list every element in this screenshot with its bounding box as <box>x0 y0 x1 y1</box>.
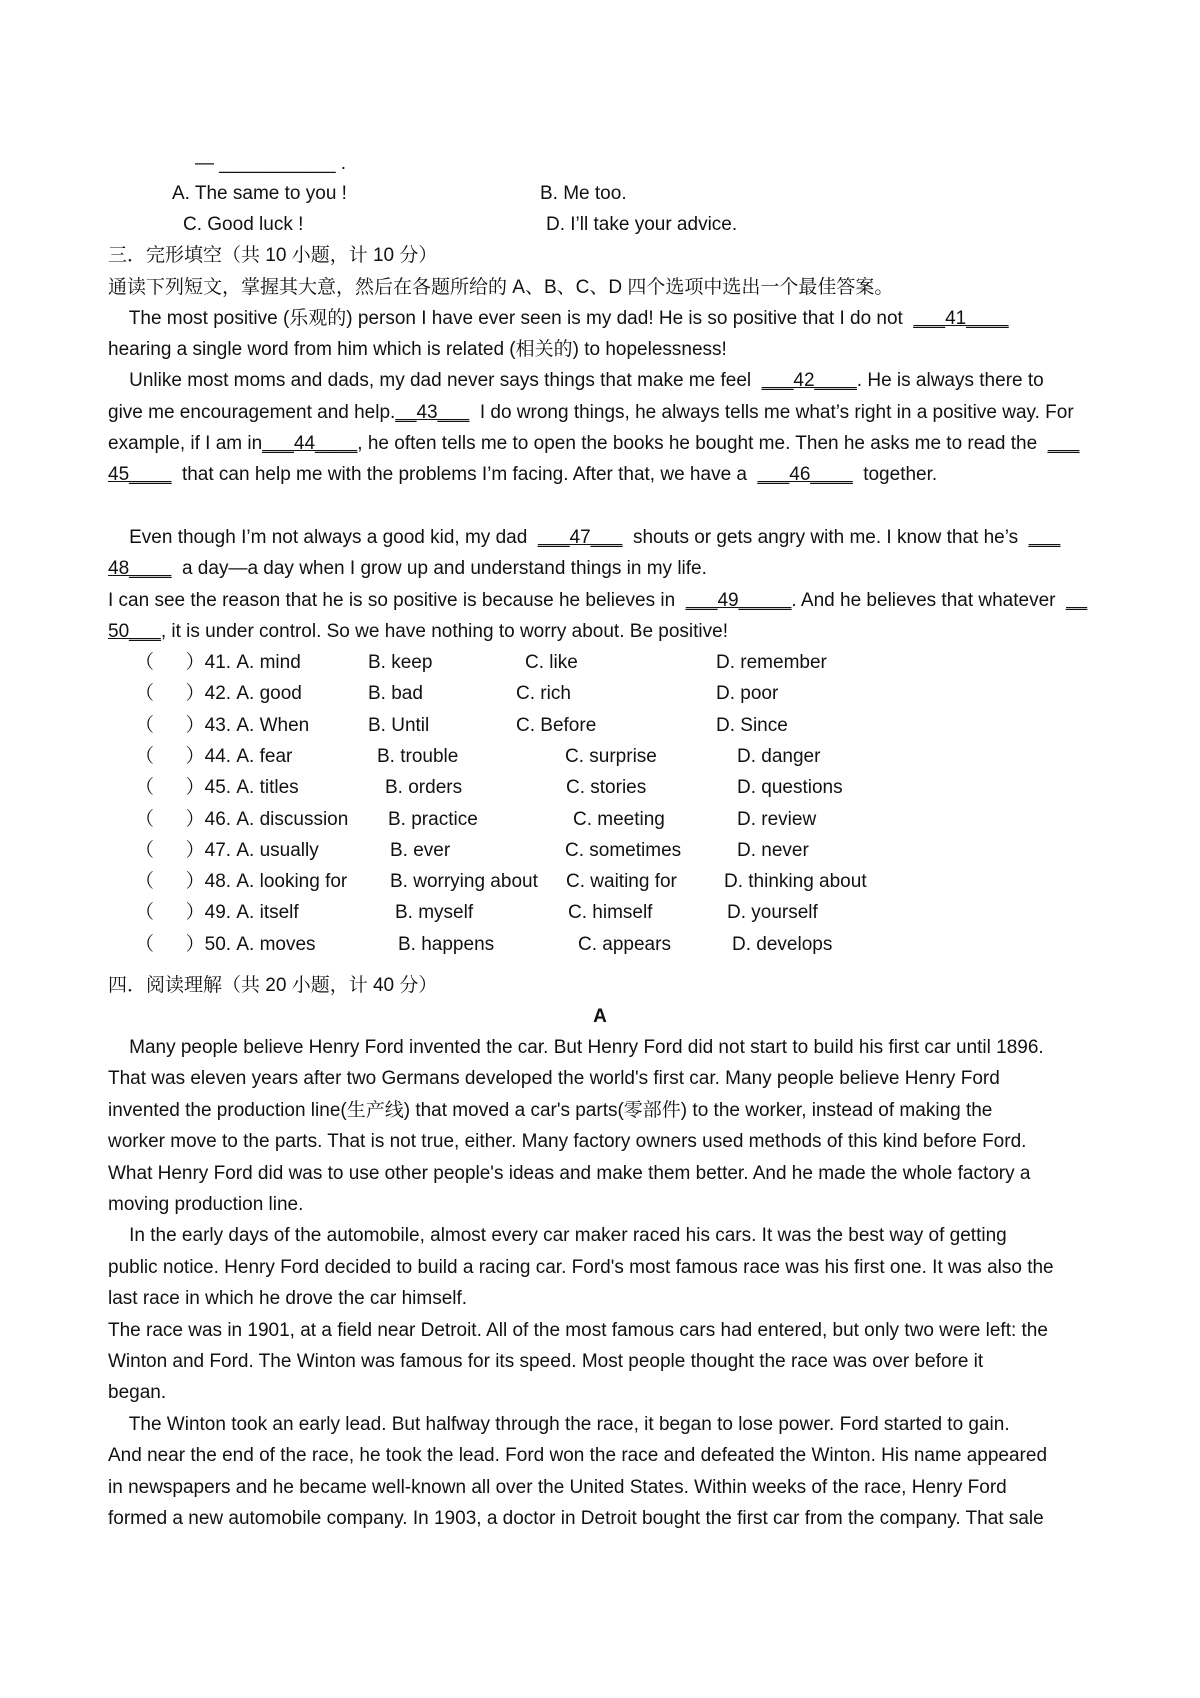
passage-line <box>108 369 1044 393</box>
option-d: D. remember <box>716 652 827 673</box>
passage-line: public notice. Henry Ford decided to build a racing car. Ford's most famous race was his first one. It was also the <box>108 1257 1054 1278</box>
passage-line: moving production line. <box>108 1194 304 1215</box>
passage-line <box>108 526 1060 550</box>
passage-line: worker move to the parts. That is not true, either. Many factory owners used methods of this kind before Ford. <box>108 1131 1027 1152</box>
option-c: C. appears <box>578 934 671 955</box>
option-c: C. rich <box>516 683 571 704</box>
passage-line: The race was in 1901, at a field near Detroit. All of the most famous cars had entered, but only two were left: the <box>108 1320 1048 1341</box>
question-stem: （ ）48. A. looking for <box>135 871 348 892</box>
passage-line: formed a new automobile company. In 1903, a doctor in Detroit bought the first car from the company. That sale <box>108 1508 1044 1529</box>
option-b: B. Until <box>368 715 430 736</box>
option-b: B. trouble <box>377 746 459 767</box>
passage-line <box>108 307 1009 331</box>
option-b: B. bad <box>368 683 423 704</box>
answer-blank: 50___ <box>108 621 161 642</box>
question-stem: （ ）42. A. good <box>135 683 302 704</box>
option-c: C. waiting for <box>566 871 677 892</box>
option-d: D. I’ll take your advice. <box>546 214 738 235</box>
passage-line: That was eleven years after two Germans developed the world's first car. Many people believe Henry Ford <box>108 1068 1000 1089</box>
answer-blank: __ <box>1066 590 1088 611</box>
option-b: B. happens <box>398 934 495 955</box>
passage-line <box>108 463 937 487</box>
option-b: B. myself <box>395 902 474 923</box>
passage-line: in newspapers and he became well-known all over the United States. Within weeks of the race, Henry Ford <box>108 1477 1007 1498</box>
section3-instruction: 通读下列短文，掌握其大意，然后在各题所给的 A、B、C、D 四个选项中选出一个最佳答案。 <box>108 277 894 298</box>
answer-blank: ___46____ <box>757 464 853 485</box>
answer-blank: ___41____ <box>913 308 1009 329</box>
passage-line: Winton and Ford. The Winton was famous for its speed. Most people thought the race was over before it <box>108 1351 984 1372</box>
option-b: B. keep <box>368 652 433 673</box>
answer-blank: ___47___ <box>537 527 623 548</box>
passage-text: example, if I am in <box>108 433 263 454</box>
question-stem: （ ）41. A. mind <box>135 652 301 673</box>
option-c: C. meeting <box>573 809 665 830</box>
option-c: C. surprise <box>565 746 657 767</box>
passage-text: The most positive (乐观的) person I have ever seen is my dad! He is so positive that I do not <box>108 308 914 329</box>
passage-line <box>108 401 1074 425</box>
option-d: D. poor <box>716 683 779 704</box>
passage-line <box>108 589 1087 613</box>
passage-line: invented the production line(生产线) that moved a car's parts(零部件) to the worker, instead of making the <box>108 1100 993 1121</box>
answer-blank: 45____ <box>108 464 172 485</box>
option-d: D. review <box>737 809 817 830</box>
passage-text: I do wrong things, he always tells me what’s right in a positive way. For <box>469 402 1074 423</box>
passage-label: A <box>593 1006 607 1027</box>
question-stem: （ ）49. A. itself <box>135 902 299 923</box>
option-b: B. ever <box>390 840 451 861</box>
passage-text: , it is under control. So we have nothing to worry about. Be positive! <box>160 621 728 642</box>
option-a: A. The same to you ! <box>172 183 347 204</box>
passage-line <box>108 432 1079 456</box>
passage-line: last race in which he drove the car himself. <box>108 1288 468 1309</box>
answer-blank: 48____ <box>108 558 172 579</box>
question-stem: （ ）44. A. fear <box>135 746 293 767</box>
answer-blank: ___ <box>1047 433 1080 454</box>
option-b: B. Me too. <box>540 183 627 204</box>
option-d: D. danger <box>737 746 821 767</box>
answer-blank: ___44____ <box>262 433 358 454</box>
option-d: D. thinking about <box>724 871 867 892</box>
passage-line <box>108 338 727 362</box>
passage-text: a day—a day when I grow up and understand things in my life. <box>171 558 707 579</box>
passage-line: In the early days of the automobile, almost every car maker raced his cars. It was the best way of getting <box>108 1225 1007 1246</box>
answer-blank: ___ <box>1028 527 1061 548</box>
passage-text: . And he believes that whatever <box>791 590 1067 611</box>
answer-blank: ___49_____ <box>685 590 792 611</box>
option-d: D. never <box>737 840 809 861</box>
option-c: C. Good luck ! <box>183 214 304 235</box>
passage-line <box>108 557 707 581</box>
passage-text: that can help me with the problems I’m facing. After that, we have a <box>171 464 758 485</box>
question-stem: （ ）46. A. discussion <box>135 809 349 830</box>
option-c: C. himself <box>568 902 653 923</box>
question-stem: （ ）50. A. moves <box>135 934 316 955</box>
option-c: C. Before <box>516 715 597 736</box>
option-d: D. Since <box>716 715 788 736</box>
answer-blank: ___42____ <box>761 370 857 391</box>
passage-line: The Winton took an early lead. But halfway through the race, it began to lose power. Ford started to gain. <box>108 1414 1010 1435</box>
answer-blank-line: — ___________ . <box>195 153 347 174</box>
option-d: D. develops <box>732 934 833 955</box>
section4-heading: 四．阅读理解（共 20 小题，计 40 分） <box>108 975 438 996</box>
passage-line: began. <box>108 1382 167 1403</box>
passage-text: I can see the reason that he is so positive is because he believes in <box>108 590 686 611</box>
passage-text: hearing a single word from him which is related (相关的) to hopelessness! <box>108 339 727 360</box>
passage-line: What Henry Ford did was to use other people's ideas and make them better. And he made the whole factory a <box>108 1163 1031 1184</box>
option-b: B. worrying about <box>390 871 538 892</box>
passage-line: And near the end of the race, he took the lead. Ford won the race and defeated the Winton. His name appeared <box>108 1445 1048 1466</box>
passage-line <box>108 620 728 644</box>
question-stem: （ ）47. A. usually <box>135 840 319 861</box>
answer-blank: __43___ <box>395 402 470 423</box>
option-b: B. practice <box>388 809 478 830</box>
passage-text: Unlike most moms and dads, my dad never says things that make me feel <box>108 370 762 391</box>
passage-text: , he often tells me to open the books he bought me. Then he asks me to read the <box>357 433 1048 454</box>
passage-text: give me encouragement and help. <box>108 402 396 423</box>
option-d: D. yourself <box>727 902 818 923</box>
passage-text: shouts or gets angry with me. I know that he’s <box>622 527 1029 548</box>
option-b: B. orders <box>385 777 463 798</box>
passage-text: Even though I’m not always a good kid, my dad <box>108 527 538 548</box>
passage-line: Many people believe Henry Ford invented the car. But Henry Ford did not start to build his first car until 1896. <box>108 1037 1044 1058</box>
section3-heading: 三．完形填空（共 10 小题，计 10 分） <box>108 245 438 266</box>
option-c: C. sometimes <box>565 840 682 861</box>
question-stem: （ ）45. A. titles <box>135 777 299 798</box>
option-c: C. stories <box>566 777 647 798</box>
option-d: D. questions <box>737 777 843 798</box>
passage-text: . He is always there to <box>856 370 1044 391</box>
passage-text: together. <box>852 464 938 485</box>
option-c: C. like <box>525 652 578 673</box>
question-stem: （ ）43. A. When <box>135 715 310 736</box>
